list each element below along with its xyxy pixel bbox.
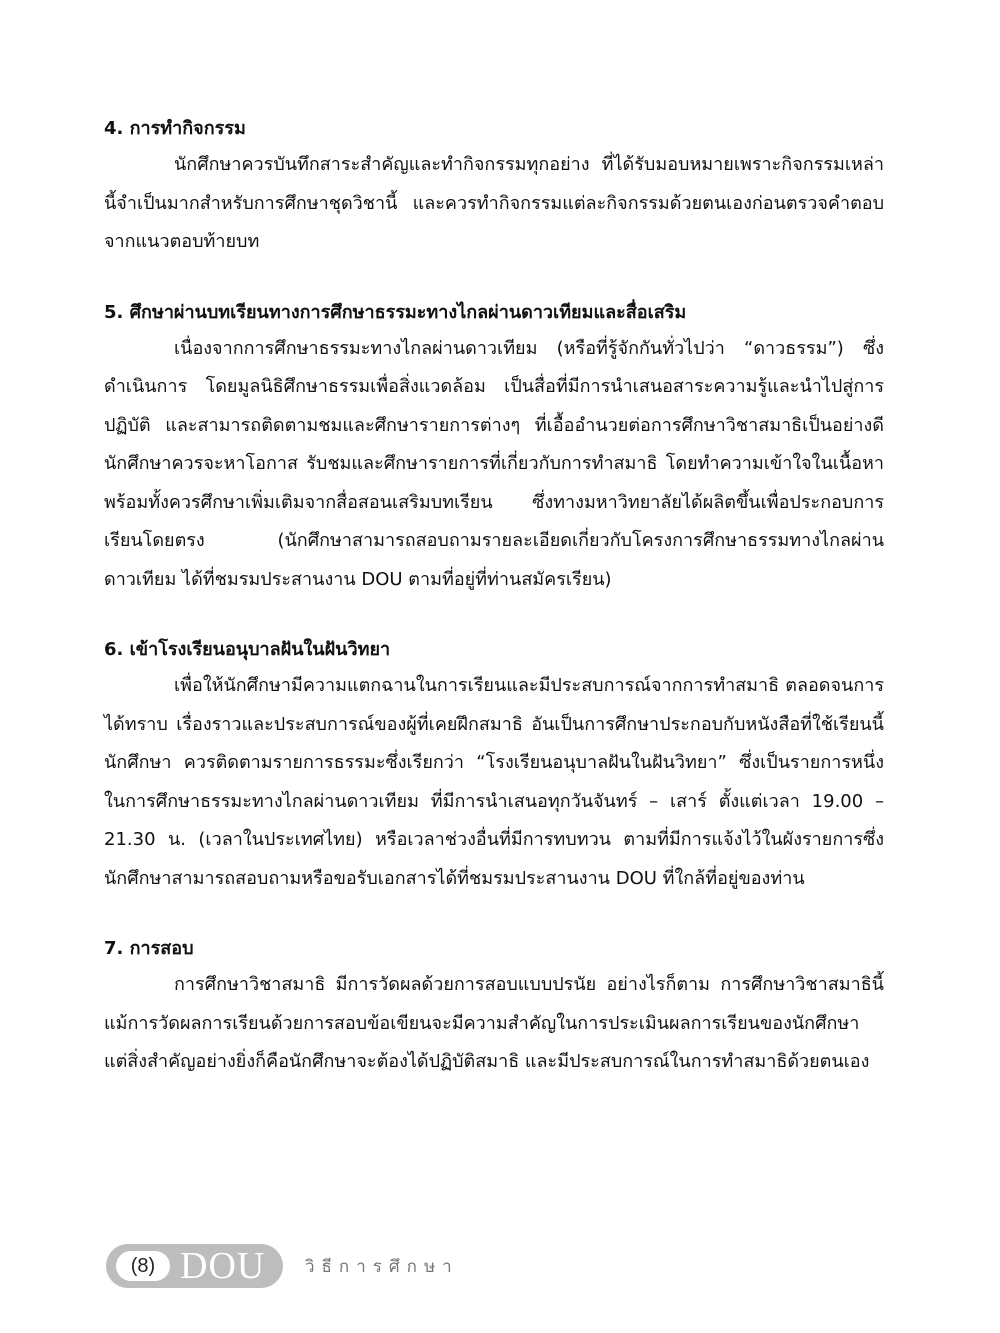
section-body: การศึกษาวิชาสมาธิ มีการวัดผลด้วยการสอบแบบปรนัย อย่างไรก็ตาม การศึกษาวิชาสมาธินี้ แม้การวัดผลการเรียนด้วยการสอบข้อเขียนจะมีความสำคัญในการประเมินผลการเรียนของนักศึกษา แต่สิ่งสำคัญอย่างยิ่งก็คือนักศึกษาจะต้องได้ปฏิบัติสมาธิ และมีประสบการณ์ในการทำสมาธิด้วยตนเอง	[104, 974, 884, 1072]
section-title: 6. เข้าโรงเรียนอนุบาลฝันในฝันวิทยา	[104, 639, 391, 660]
section-body: เพื่อให้นักศึกษามีความแตกฉานในการเรียนและมีประสบการณ์จากการทำสมาธิ ตลอดจนการได้ทราบ เรื่องราวและประสบการณ์ของผู้ที่เคยฝึกสมาธิ อันเป็นการศึกษาประกอบกับหนังสือที่ใช้เรียนนี้ นักศึกษา ควรติดตามรายการธรรมะซึ่งเรียกว่า “โรงเรียนอนุบาลฝันในฝันวิทยา” ซึ่งเป็นรายการหนึ่งในการศึกษาธรรมะทางไกลผ่านดาวเทียม ที่มีการนำเสนอทุกวันจันทร์ – เสาร์ ตั้งแต่เวลา 19.00 – 21.30 น. (เวลาในประเทศไทย) หรือเวลาช่วงอื่นที่มีการทบทวน ตามที่มีการแจ้งไว้ในผังรายการซึ่งนักศึกษาสามารถสอบถามหรือขอรับเอกสารได้ที่ชมรมประสานงาน DOU ที่ใกล้ที่อยู่ของท่าน	[104, 675, 884, 889]
brand-logo: DOU	[180, 1245, 266, 1287]
section-satellite-learning	[104, 296, 884, 600]
section-activities	[104, 112, 884, 262]
section-title: 7. การสอบ	[104, 938, 194, 959]
book-title: วิธีการศึกษา	[305, 1256, 459, 1277]
section-title: 5. ศึกษาผ่านบทเรียนทางการศึกษาธรรมะทางไกลผ่านดาวเทียมและสื่อเสริม	[104, 301, 687, 323]
section-exam	[104, 932, 884, 1082]
section-body: นักศึกษาควรบันทึกสาระสำคัญและทำกิจกรรมทุกอย่าง ที่ได้รับมอบหมายเพราะกิจกรรมเหล่านี้จำเป็นมากสำหรับการศึกษาชุดวิชานี้ และควรทำกิจกรรมแต่ละกิจกรรมด้วยตนเองก่อนตรวจคำตอบจากแนวตอบท้ายบท	[104, 154, 884, 252]
section-dream-school	[104, 633, 884, 898]
section-title: 4. การทำกิจกรรม	[104, 118, 246, 139]
page-footer	[106, 1244, 459, 1288]
document-page	[104, 112, 884, 1116]
footer-badge	[106, 1244, 283, 1288]
section-body: เนื่องจากการศึกษาธรรมะทางไกลผ่านดาวเทียม (หรือที่รู้จักกันทั่วไปว่า “ดาวธรรม”) ซึ่งดำเนินการ โดยมูลนิธิศึกษาธรรมเพื่อสิ่งแวดล้อม เป็นสื่อที่มีการนำเสนอสาระความรู้และนำไปสู่การปฏิบัติ และสามารถติดตามชมและศึกษารายการต่างๆ ที่เอื้ออำนวยต่อการศึกษาวิชาสมาธิเป็นอย่างดี นักศึกษาควรจะหาโอกาส รับชมและศึกษารายการที่เกี่ยวกับการทำสมาธิ โดยทำความเข้าใจในเนื้อหา พร้อมทั้งควรศึกษาเพิ่มเติมจากสื่อสอนเสริมบทเรียน ซึ่งทางมหาวิทยาลัยได้ผลิตขึ้นเพื่อประกอบการเรียนโดยตรง (นักศึกษาสามารถสอบถามรายละเอียดเกี่ยวกับโครงการศึกษาธรรมทางไกลผ่านดาวเทียม ได้ที่ชมรมประสานงาน DOU ตามที่อยู่ที่ท่านสมัครเรียน)	[104, 337, 884, 590]
page-number: (8)	[116, 1251, 170, 1281]
